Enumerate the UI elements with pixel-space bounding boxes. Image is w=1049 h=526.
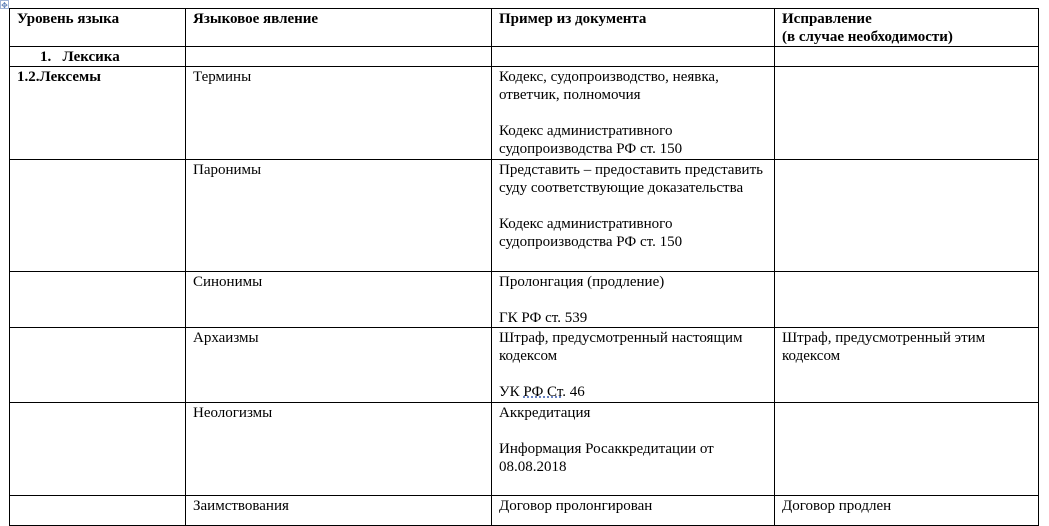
example-text: Представить – предоставить представить суду соответствующие доказательства	[499, 162, 763, 196]
subsection-title: 1.2.Лексемы	[10, 67, 186, 160]
table-cell	[492, 47, 775, 67]
phenomenon-cell: Синонимы	[186, 272, 492, 328]
table-row	[10, 328, 1039, 403]
example-cell	[492, 496, 775, 526]
table-row	[10, 403, 1039, 496]
correction-cell: Штраф, предусмотренный этим кодексом	[775, 328, 1039, 403]
example-text: Договор пролонгирован	[499, 498, 653, 514]
language-analysis-table	[9, 8, 1039, 526]
table-row	[10, 67, 1039, 160]
correction-cell	[775, 272, 1039, 328]
source-prefix: УК	[499, 384, 524, 400]
section-label: Лексика	[62, 49, 120, 65]
table-cell	[10, 160, 186, 272]
source-text: Кодекс административного судопроизводства РФ ст. 150	[499, 216, 683, 250]
phenomenon-cell: Заимствования	[186, 496, 492, 526]
table-row	[10, 272, 1039, 328]
example-text: Пролонгация (продление)	[499, 274, 665, 290]
section-row	[10, 47, 1039, 67]
source-text	[499, 383, 767, 401]
example-cell	[492, 403, 775, 496]
table-cell	[186, 47, 492, 67]
example-text: Штраф, предусмотренный настоящим кодексом	[499, 330, 743, 364]
header-correction: Исправление (в случае необходимости)	[775, 9, 1039, 47]
phenomenon-cell: Архаизмы	[186, 328, 492, 403]
example-text: Кодекс, судопроизводство, неявка, ответчик, полномочия	[499, 69, 719, 103]
table-header-row	[10, 9, 1039, 47]
table-cell	[775, 47, 1039, 67]
source-underlined: РФ Ст	[523, 384, 563, 400]
correction-cell	[775, 67, 1039, 160]
source-suffix: . 46	[562, 384, 585, 400]
table-move-handle-icon[interactable]: ✥	[1, 1, 8, 10]
example-cell	[492, 160, 775, 272]
example-cell	[492, 272, 775, 328]
source-text: Информация Росаккредитации от 08.08.2018	[499, 441, 714, 475]
correction-cell	[775, 160, 1039, 272]
table-cell	[10, 272, 186, 328]
section-number: 1.	[40, 49, 52, 65]
table-cell	[10, 496, 186, 526]
source-text: ГК РФ ст. 539	[499, 310, 588, 326]
table-cell	[10, 328, 186, 403]
phenomenon-cell: Паронимы	[186, 160, 492, 272]
correction-cell: Договор продлен	[775, 496, 1039, 526]
header-language-level: Уровень языка	[10, 9, 186, 47]
example-cell	[492, 328, 775, 403]
example-cell	[492, 67, 775, 160]
header-example: Пример из документа	[492, 9, 775, 47]
phenomenon-cell: Неологизмы	[186, 403, 492, 496]
phenomenon-cell: Термины	[186, 67, 492, 160]
correction-cell	[775, 403, 1039, 496]
example-text: Аккредитация	[499, 405, 591, 421]
header-phenomenon: Языковое явление	[186, 9, 492, 47]
table-cell	[10, 403, 186, 496]
source-text: Кодекс административного судопроизводства РФ ст. 150	[499, 123, 683, 157]
table-row	[10, 160, 1039, 272]
section-title	[10, 47, 186, 67]
table-row	[10, 496, 1039, 526]
